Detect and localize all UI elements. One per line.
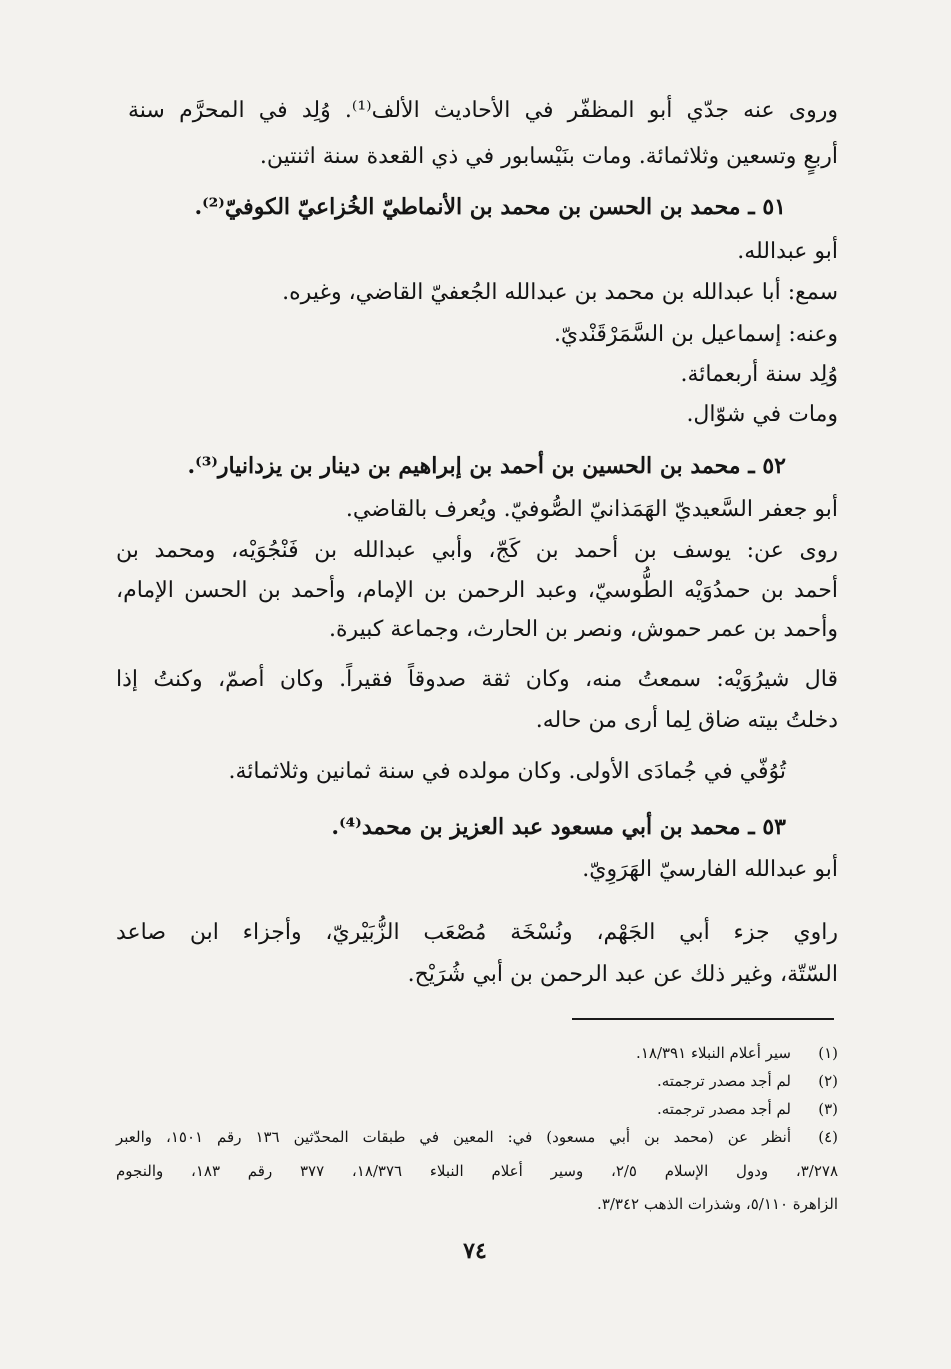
- footnote-number: (١): [818, 1044, 838, 1062]
- body-line: ومات في شوّال.: [686, 402, 838, 427]
- body-line: سمع: أبا عبدالله بن محمد بن عبدالله الجُعفيّ القاضي، وغيره.: [282, 280, 838, 305]
- body-line: أبو جعفر السَّعيديّ الهَمَذانيّ الصُّوفيّ. ويُعرف بالقاضي.: [345, 497, 838, 522]
- body-line: وُلِد سنة أربعمائة.: [680, 362, 838, 387]
- body-line: أحمد بن حمدُوَيْه الطُّوسيّ، وعبد الرحمن بن الإمام، وأحمد بن الحسن الإمام،: [116, 578, 838, 603]
- entry-heading-52: ٥٢ ـ محمد بن الحسين بن أحمد بن إبراهيم بن دينار بن يزدانيار⁽³⁾.: [187, 453, 786, 479]
- entry-heading-53: ٥٣ ـ محمد بن أبي مسعود عبد العزيز بن محمد⁽⁴⁾.: [331, 814, 786, 840]
- entry-heading-51: ٥١ ـ محمد بن الحسن بن محمد بن الأنماطيّ الخُزاعيّ الكوفيّ⁽²⁾.: [194, 194, 786, 220]
- footnote-number: (٢): [818, 1072, 838, 1090]
- body-line: وروى عنه جدّي أبو المظفّر في الأحاديث الألف⁽¹⁾. وُلِد في المحرَّم سنة: [128, 98, 838, 123]
- body-line: دخلتُ بيته ضاق لِما أرى من حاله.: [535, 708, 838, 733]
- body-line: وعنه: إسماعيل بن السَّمَرْقَنْديّ.: [553, 322, 838, 347]
- footnote-text: ٣/٢٧٨، ودول الإسلام ٢/٥، وسير أعلام النبلاء ١٨/٣٧٦، ٣٧٧ رقم ١٨٣، والنجوم: [116, 1162, 839, 1180]
- footnote-number: (٤): [818, 1128, 838, 1146]
- body-line: أربعٍ وتسعين وثلاثمائة. ومات بنَيْسابور في ذي القعدة سنة اثنتين.: [259, 144, 838, 169]
- body-line: السّتّة، وغير ذلك عن عبد الرحمن بن أبي شُرَيْح.: [407, 962, 838, 987]
- page-number: ٧٤: [463, 1238, 487, 1264]
- body-line: أبو عبدالله.: [737, 239, 838, 264]
- body-line: روى عن: يوسف بن أحمد بن كَجّ، وأبي عبدالله بن فَنْجُوَيْه، ومحمد بن: [116, 538, 838, 563]
- footnote-separator: [572, 1018, 834, 1020]
- footnote-text: أنظر عن (محمد بن أبي مسعود) في: المعين في طبقات المحدّثين ١٣٦ رقم ١٥٠١، والعبر: [116, 1128, 791, 1146]
- footnote-text: لم أجد مصدر ترجمته.: [656, 1072, 791, 1090]
- body-line: راوي جزء أبي الجَهْم، ونُسْخَة مُصْعَب الزُّبَيْريّ، وأجزاء ابن صاعد: [116, 920, 838, 945]
- footnote-text: سير أعلام النبلاء ١٨/٣٩١.: [636, 1044, 791, 1062]
- footnote-number: (٣): [818, 1100, 838, 1118]
- body-line: وأحمد بن عمر حموش، ونصر بن الحارث، وجماعة كبيرة.: [328, 617, 838, 642]
- body-line: تُوُفّي في جُمادَى الأولى. وكان مولده في سنة ثمانين وثلاثمائة.: [228, 759, 786, 784]
- footnote-text: الزاهرة ٥/١١٠، وشذرات الذهب ٣/٣٤٢.: [597, 1195, 838, 1213]
- footnote-text: لم أجد مصدر ترجمته.: [656, 1100, 791, 1118]
- body-line: أبو عبدالله الفارسيّ الهَرَوِيّ.: [582, 857, 838, 882]
- body-line: قال شيرُوَيْه: سمعتُ منه، وكان ثقة صدوقاً فقيراً. وكان أصمّ، وكنتُ إذا: [116, 667, 838, 692]
